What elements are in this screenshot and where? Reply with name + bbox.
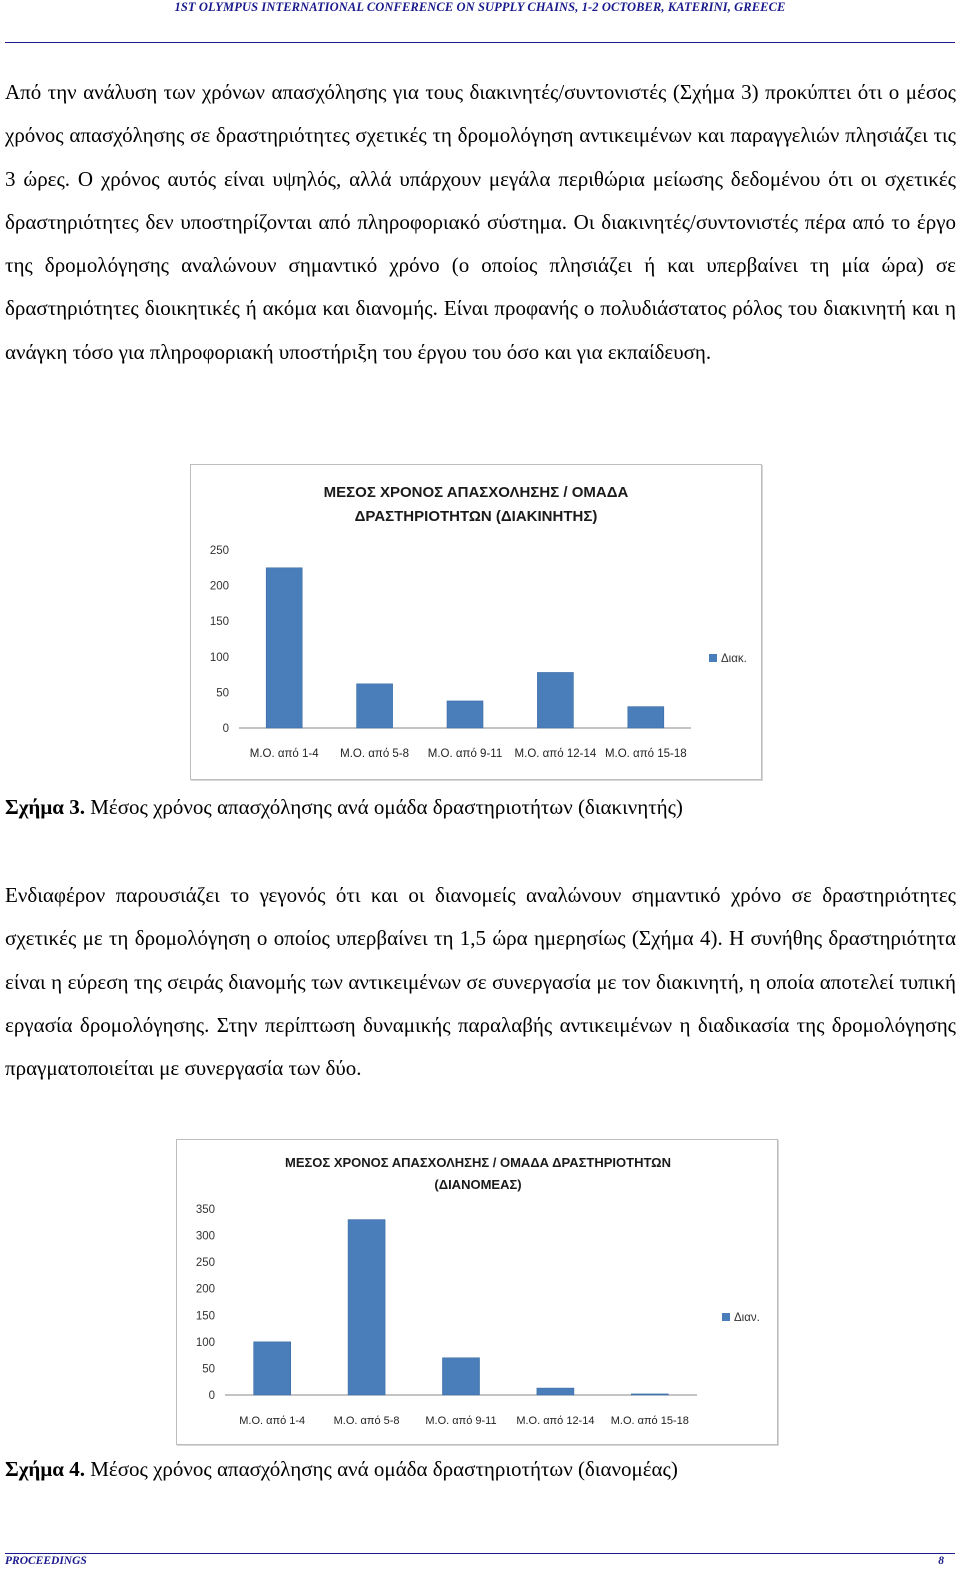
fig4-ytick-label: 100 xyxy=(195,1336,215,1349)
fig4-title-line-1: ΜΕΣΟΣ ΧΡΟΝΟΣ ΑΠΑΣΧΟΛΗΣΗΣ / ΟΜΑΔΑ ΔΡΑΣΤΗΡΙΟΤΗΤΩΝ xyxy=(285,1155,671,1170)
running-header xyxy=(0,0,960,46)
fig3-bar-1 xyxy=(266,568,302,728)
fig3-ytick-label: 250 xyxy=(209,545,229,557)
figure-3-caption-text: Μέσος χρόνος απασχόλησης ανά ομάδα δραστηριοτήτων (διακινητής) xyxy=(90,795,683,819)
fig4-ytick-label: 350 xyxy=(195,1204,215,1216)
fig3-bar-4 xyxy=(537,672,573,728)
fig3-category-label-4: Μ.Ο. από 12-14 xyxy=(514,748,597,760)
figure-3-chart xyxy=(190,464,762,780)
fig3-title-line-1: ΜΕΣΟΣ ΧΡΟΝΟΣ ΑΠΑΣΧΟΛΗΣΗΣ / ΟΜΑΔΑ xyxy=(323,484,629,501)
fig4-ytick-label: 200 xyxy=(195,1283,215,1296)
fig3-title-line-2: ΔΡΑΣΤΗΡΙΟΤΗΤΩΝ (ΔΙΑΚΙΝΗΤΗΣ) xyxy=(354,508,598,525)
figure-3-svg xyxy=(191,465,761,779)
fig3-category-label-3: Μ.Ο. από 9-11 xyxy=(427,748,503,760)
header-rule xyxy=(5,42,955,43)
fig3-bar-2 xyxy=(357,684,393,728)
figure-3-caption xyxy=(5,795,683,820)
fig3-ytick-label: 0 xyxy=(222,723,229,735)
fig4-ytick-label: 150 xyxy=(195,1310,215,1323)
fig3-ytick-label: 150 xyxy=(209,616,229,629)
fig3-ytick-label: 100 xyxy=(209,651,229,664)
fig3-legend-swatch xyxy=(709,654,717,662)
fig4-category-label-1: Μ.Ο. από 1-4 xyxy=(239,1415,306,1427)
fig3-ytick-label: 50 xyxy=(216,687,229,700)
fig3-legend-label: Διακ. xyxy=(721,653,747,665)
fig4-ytick-label: 50 xyxy=(202,1363,215,1376)
fig3-bar-3 xyxy=(447,701,483,728)
fig4-ytick-label: 0 xyxy=(208,1390,215,1402)
figure-3-label: Σχήμα 3. xyxy=(5,795,85,819)
page-number: 8 xyxy=(938,1555,944,1567)
fig3-category-label-2: Μ.Ο. από 5-8 xyxy=(340,748,410,760)
fig4-bar-2 xyxy=(348,1220,385,1395)
header-title: 1ST OLYMPUS INTERNATIONAL CONFERENCE ON SUPPLY CHAINS, 1-2 OCTOBER, KATERINI, GREECE xyxy=(174,0,786,14)
figure-4-svg xyxy=(177,1140,777,1444)
fig3-category-label-5: Μ.Ο. από 15-18 xyxy=(604,748,687,760)
fig4-bar-4 xyxy=(537,1388,574,1395)
figure-4-caption xyxy=(5,1457,678,1482)
figure-4-label: Σχήμα 4. xyxy=(5,1457,85,1481)
fig4-category-label-5: Μ.Ο. από 15-18 xyxy=(610,1415,689,1427)
fig4-bar-3 xyxy=(443,1358,480,1395)
footer-proceedings: PROCEEDINGS xyxy=(5,1555,87,1567)
fig4-ytick-label: 300 xyxy=(195,1230,215,1243)
fig3-category-label-1: Μ.Ο. από 1-4 xyxy=(249,748,319,760)
fig4-category-label-2: Μ.Ο. από 5-8 xyxy=(333,1415,400,1427)
figure-4-caption-text: Μέσος χρόνος απασχόλησης ανά ομάδα δραστηριοτήτων (διανομέας) xyxy=(90,1457,678,1481)
fig4-bar-5 xyxy=(631,1394,668,1395)
fig4-category-label-3: Μ.Ο. από 9-11 xyxy=(425,1415,497,1427)
figure-4-chart xyxy=(176,1139,778,1445)
fig3-bar-5 xyxy=(628,707,664,728)
body-paragraph-2: Ενδιαφέρον παρουσιάζει το γεγονός ότι και οι διανομείς αναλώνουν σημαντικό χρόνο σε δραστηριότητες σχετικές με τη δρομολόγηση ο οποίος υπερβαίνει τη 1,5 ώρα ημερησίως (Σχήμα 4). Η συνήθης δραστηριότητα είναι η εύρεση της σειράς διανομής των αντικειμένων σε συνεργασία με τον διακινητή, η οποία αποτελεί τυπική εργασία δρομολόγησης. Στην περίπτωση δυναμικής παραλαβής αντικειμένων η διαδικασία της δρομολόγησης πραγματοποιείται με συνεργασία των δύο. xyxy=(5,883,956,1081)
footer-rule xyxy=(5,1553,955,1554)
fig3-ytick-label: 200 xyxy=(209,580,229,593)
fig4-bar-1 xyxy=(254,1342,291,1395)
fig4-legend-swatch xyxy=(722,1313,730,1321)
fig4-category-label-4: Μ.Ο. από 12-14 xyxy=(516,1415,595,1427)
fig4-title-line-2: (ΔΙΑΝΟΜΕΑΣ) xyxy=(434,1177,522,1192)
fig4-ytick-label: 250 xyxy=(195,1257,215,1270)
body-paragraph-1: Από την ανάλυση των χρόνων απασχόλησης για τους διακινητές/συντονιστές (Σχήμα 3) προκύπτει ότι ο μέσος χρόνος απασχόλησης σε δραστηριότητες σχετικές τη δρομολόγηση αντικειμένων και παραγγελιών πλησιάζει τις 3 ώρες. Ο χρόνος αυτός είναι υψηλός, αλλά υπάρχουν μεγάλα περιθώρια μείωσης δεδομένου ότι οι σχετικές δραστηριότητες δεν υποστηρίζονται από πληροφοριακό σύστημα. Οι διακινητές/συντονιστές πέρα από το έργο της δρομολόγησης αναλώνουν σημαντικό χρόνο (ο οποίος πλησιάζει ή και υπερβαίνει τη μία ώρα) σε δραστηριότητες διοικητικές ή ακόμα και διανομής. Είναι προφανής ο πολυδιάστατος ρόλος του διακινητή και η ανάγκη τόσο για πληροφοριακή υποστήριξη του έργου του όσο και για εκπαίδευση. xyxy=(5,80,956,364)
fig4-legend-label: Διαν. xyxy=(734,1312,760,1324)
